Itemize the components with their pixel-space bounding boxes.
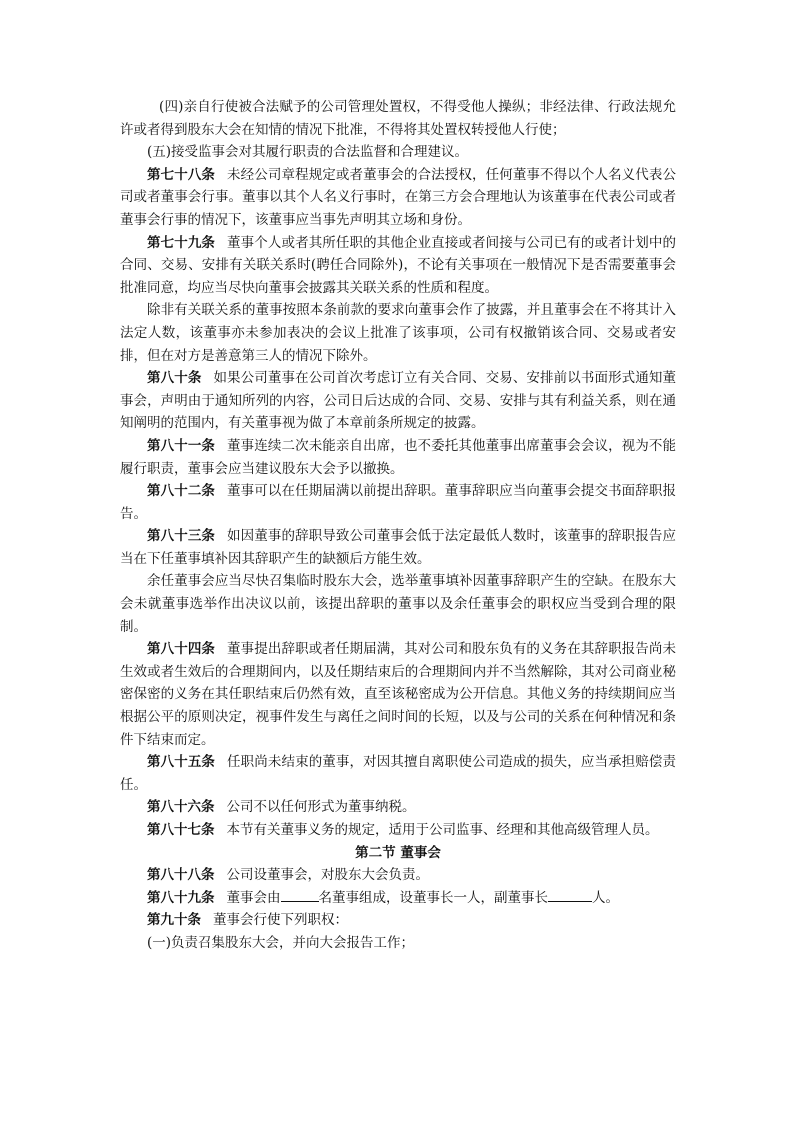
- article-number: 第八十一条: [147, 437, 216, 454]
- document-page: [120, 96, 676, 955]
- paragraph-article-89: [120, 887, 676, 910]
- article-number: 第八十七条: [147, 822, 215, 838]
- paragraph-article-84: [120, 638, 676, 751]
- paragraph-text: 如因董事的辞职导致公司董事会低于法定最低人数时，该董事的辞职报告应当在下任董事填补因其辞职产生的缺额后方能生效。: [120, 528, 677, 567]
- paragraph-text: 名董事组成，设董事长一人，副董事长: [318, 889, 548, 906]
- paragraph-text: 余任董事会应当尽快召集临时股东大会，选举董事填补因董事辞职产生的空缺。在股东大会未就董事选举作出决议以前，该提出辞职的董事以及余任董事会的职权应当受到合理的限制。: [120, 573, 676, 635]
- paragraph-text: 董事可以在任期届满以前提出辞职。董事辞职应当向董事会提交书面辞职报告。: [120, 483, 677, 522]
- paragraph-article-86: [120, 796, 676, 819]
- paragraph-text: 未经公司章程规定或者董事会的合法授权，任何董事不得以个人名义代表公司或者董事会行事。董事以其个人名义行事时，在第三方会合理地认为该董事在代表公司或者董事会行事的情况下，该董事应当事先声明其立场和身份。: [120, 166, 677, 228]
- paragraph-text: (一)负责召集股东大会，并向大会报告工作；: [147, 934, 415, 951]
- paragraph-article-81: [120, 435, 676, 480]
- paragraph-text: 公司不以任何形式为董事纳税。: [226, 799, 416, 816]
- paragraph-text: 人。: [592, 889, 619, 906]
- paragraph-list-item: [120, 932, 676, 955]
- article-number: 第八十二条: [147, 483, 216, 500]
- paragraph-article-83: [120, 525, 676, 570]
- article-number: 第七十八条: [147, 166, 216, 183]
- paragraph-text: 如果公司董事在公司首次考虑订立有关合同、交易、安排前以书面形式通知董事会，声明由于通知所列的内容，公司日后达成的合同、交易、安排与其有利益关系，则在通知阐明的范围内，有关董事视为做了本章前条所规定的披露。: [120, 370, 677, 432]
- article-number: 第八十六条: [147, 799, 215, 816]
- paragraph-text: (五)接受监事会对其履行职责的合法监督和合理建议。: [147, 144, 469, 161]
- paragraph-article-78: [120, 164, 676, 232]
- paragraph-article-80: [120, 367, 676, 435]
- paragraph-article-85: [120, 751, 676, 796]
- paragraph-text: 董事会由: [226, 889, 281, 906]
- article-number: 第八十四条: [147, 641, 216, 658]
- paragraph-article-90: [120, 909, 676, 932]
- article-number: 第八十八条: [147, 867, 215, 884]
- paragraph-text: 董事提出辞职或者任期届满，其对公司和股东负有的义务在其辞职报告尚未生效或者生效后的合理期间内，以及任期结束后的合理期间内并不当然解除，其对公司商业秘密保密的义务在其任职结束后仍然有效，直至该秘密成为公开信息。其他义务的持续期间应当根据公平的原则决定，视事件发生与离任之间时间的长短，以及与公司的关系在何种情况和条件下结束而定。: [120, 641, 677, 748]
- article-number: 第八十九条: [147, 889, 215, 906]
- paragraph-0: [120, 96, 676, 141]
- paragraph-article-82: [120, 480, 676, 525]
- article-number: 第八十五条: [147, 754, 216, 771]
- paragraph-text: 除非有关联关系的董事按照本条前款的要求向董事会作了披露，并且董事会在不将其计入法定人数，该董事亦未参加表决的会议上批准了该事项，公司有权撤销该合同、交易或者安排，但在对方是善意第三人的情况下除外。: [120, 302, 676, 364]
- paragraph-text: 董事会行使下列职权：: [213, 912, 348, 929]
- paragraph-text: 本节有关董事义务的规定，适用于公司监事、经理和其他高级管理人员。: [226, 822, 659, 838]
- paragraph-article-79: [120, 232, 676, 300]
- article-number: 第九十条: [147, 912, 201, 929]
- article-number: 第八十三条: [147, 528, 216, 545]
- paragraph-4: [120, 299, 676, 367]
- fill-blank-vice-chair-count: [548, 887, 592, 902]
- paragraph-article-88: [120, 864, 676, 887]
- paragraph-article-87: [120, 819, 676, 842]
- paragraph-1: [120, 141, 676, 164]
- paragraph-text: 董事个人或者其所任职的其他企业直接或者间接与公司已有的或者计划中的合同、交易、安排有关联关系时(聘任合同除外)，不论有关事项在一般情况下是否需要董事会批准同意，均应当尽快向董事会披露其关联关系的性质和程度。: [120, 234, 677, 296]
- section-title: 第二节 董事会: [355, 844, 441, 861]
- fill-blank-director-count: [281, 887, 319, 902]
- paragraph-text: 公司设董事会，对股东大会负责。: [226, 867, 429, 884]
- paragraph-text: 任职尚未结束的董事，对因其擅自离职使公司造成的损失，应当承担赔偿责任。: [120, 754, 677, 793]
- article-number: 第七十九条: [147, 234, 216, 251]
- paragraph-text: 董事连续二次未能亲自出席，也不委托其他董事出席董事会会议，视为不能履行职责，董事会应当建议股东大会予以撤换。: [120, 437, 677, 477]
- paragraph-text: (四)亲自行使被合法赋予的公司管理处置权，不得受他人操纵；非经法律、行政法规允许或者得到股东大会在知情的情况下批准，不得将其处置权转授他人行使；: [120, 99, 676, 138]
- paragraph-9: [120, 570, 676, 638]
- article-number: 第八十条: [147, 370, 202, 387]
